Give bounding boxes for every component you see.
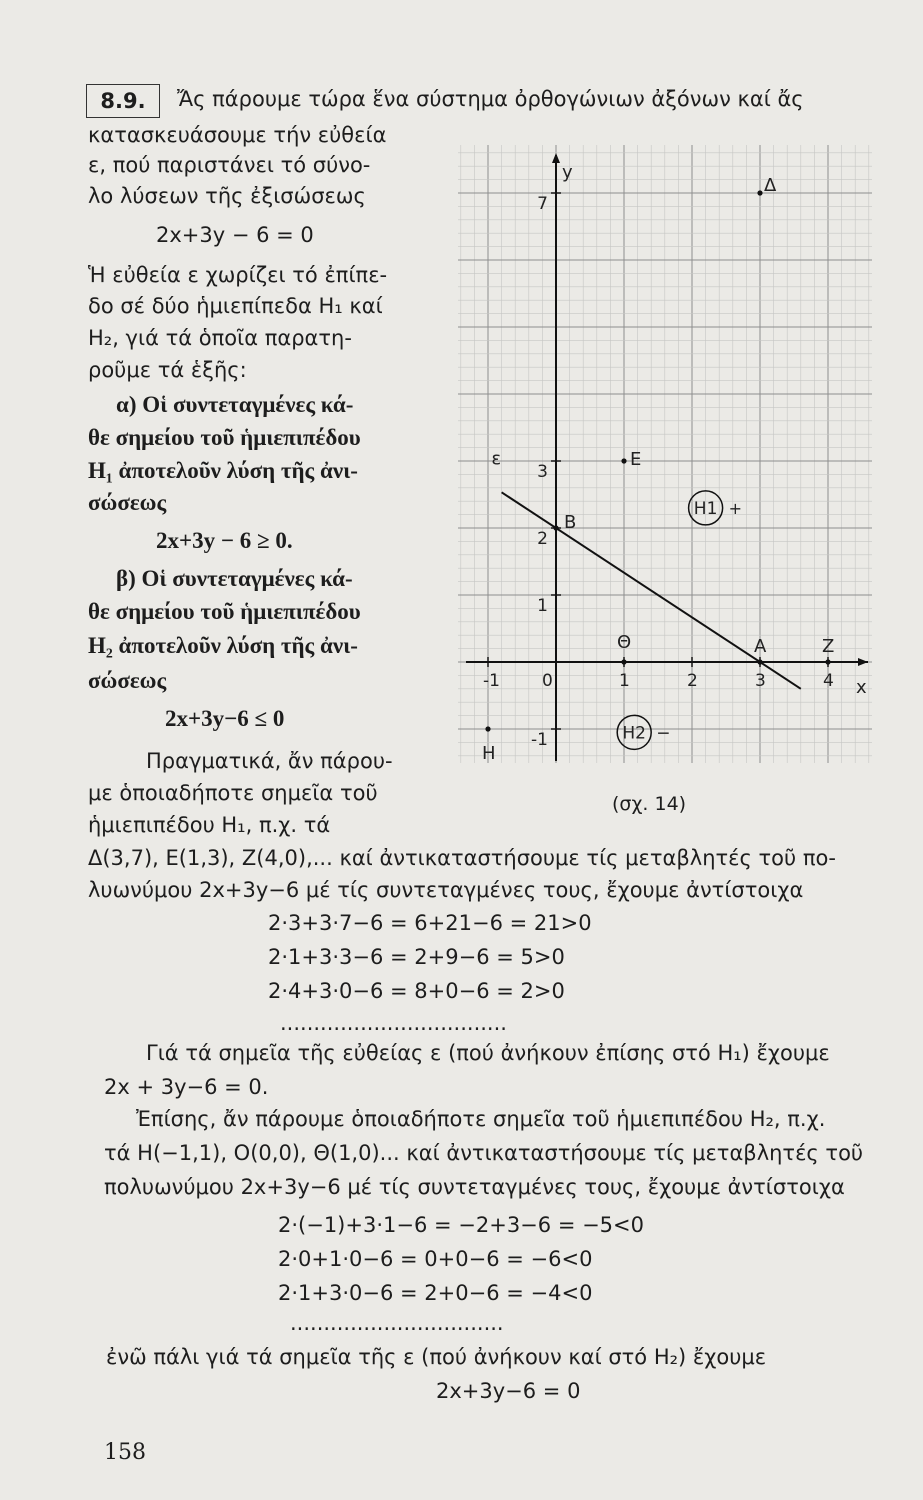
calc-h1-1: 2·3+3·7−6 = 6+21−6 = 21>0 (268, 911, 592, 935)
indeed-line-1: Πραγματικά, ἄν πάρου- (146, 749, 393, 773)
y-tick-label: -1 (531, 730, 548, 750)
point-b-line-3: H₂ ἀποτελοῦν λύση τῆς ἀνι- (88, 633, 358, 658)
split-line-2: δο σέ δύο ἡμιεπίπεδα H₁ καί (88, 294, 383, 318)
split-line-3: H₂, γιά τά ὁποῖα παρατη- (88, 326, 352, 350)
point-a-line-1: α) Οἱ συντεταγμένες κά- (116, 392, 354, 417)
dots-1: .................................. (280, 1011, 507, 1035)
final-equation: 2x+3y−6 = 0 (436, 1379, 581, 1403)
main-equation: 2x+3y − 6 = 0 (156, 223, 314, 247)
point-A (757, 659, 762, 664)
point-label-A: A (754, 636, 767, 657)
y-tick-label: 2 (537, 529, 548, 549)
inequality-b: 2x+3y−6 ≤ 0 (165, 706, 285, 731)
indeed-line-4: Δ(3,7), E(1,3), Z(4,0),... καί ἀντικαταστήσουμε τίς μεταβλητές τοῦ πο- (88, 846, 836, 870)
x-tick-label: 2 (687, 671, 698, 691)
calc-h1-3: 2·4+3·0−6 = 8+0−6 = 2>0 (268, 979, 565, 1003)
point-Δ (757, 190, 762, 195)
graph-grid (458, 145, 872, 763)
y-tick-label: 1 (537, 596, 548, 616)
figure-caption: (σχ. 14) (612, 793, 687, 815)
intro-line-4: λο λύσεων τῆς ἐξισώσεως (88, 184, 366, 208)
x-tick-label: 0 (542, 671, 553, 691)
point-label-E: E (630, 449, 642, 470)
final-line-1: ἐνῶ πάλι γιά τά σημεῖα τῆς ε (πού ἀνήκουν καί στό H₂) ἔχουμε (106, 1345, 767, 1369)
line-points-1: Γιά τά σημεῖα τῆς εὐθείας ε (πού ἀνήκουν ἐπίσης στό H₁) ἔχουμε (146, 1041, 830, 1065)
point-label-Δ: Δ (764, 175, 777, 196)
also-line-3: πολυωνύμου 2x+3y−6 μέ τίς συντεταγμένες τους, ἔχουμε ἀντίστοιχα (104, 1175, 845, 1199)
page-number: 158 (104, 1440, 146, 1465)
point-label-B: B (564, 512, 577, 533)
point-b-line-1: β) Οἱ συντεταγμένες κά- (116, 566, 353, 591)
x-tick-label: -1 (483, 671, 500, 691)
split-line-4: ροῦμε τά ἑξῆς: (88, 358, 247, 382)
graph-axes (466, 153, 868, 761)
calc-h2-3: 2·1+3·0−6 = 2+0−6 = −4<0 (278, 1281, 593, 1305)
calc-h2-1: 2·(−1)+3·1−6 = −2+3−6 = −5<0 (278, 1213, 645, 1237)
calc-h2-2: 2·0+1·0−6 = 0+0−6 = −6<0 (278, 1247, 593, 1271)
region-h2-sign: − (656, 723, 671, 744)
point-b-line-4: σώσεως (88, 668, 167, 693)
intro-line-2: κατασκευάσουμε τήν εὐθεία (88, 123, 387, 147)
line-epsilon-label: ε (491, 448, 502, 470)
y-tick-label: 3 (537, 462, 548, 482)
y-tick-label: 7 (537, 194, 548, 214)
point-a-line-4: σώσεως (88, 490, 167, 515)
x-tick-label: 1 (619, 671, 630, 691)
intro-line-1: Ἄς πάρουμε τώρα ἕνα σύστημα ὀρθογώνιων ἀξόνων καί ἄς (177, 87, 804, 111)
calc-h1-2: 2·1+3·3−6 = 2+9−6 = 5>0 (268, 945, 565, 969)
section-number: 8.9. (86, 84, 160, 118)
y-axis-label: y (562, 162, 573, 183)
point-a-line-3: H₁ ἀποτελοῦν λύση τῆς ἀνι- (88, 458, 358, 483)
split-line-1: Ἡ εὐθεία ε χωρίζει τό ἐπίπε- (88, 263, 388, 287)
line-points-2: 2x + 3y−6 = 0. (104, 1075, 269, 1099)
point-a-line-2: θε σημείου τοῦ ἡμιεπιπέδου (88, 425, 361, 450)
also-line-2: τά H(−1,1), O(0,0), Θ(1,0)... καί ἀντικαταστήσουμε τίς μεταβλητές τοῦ (104, 1141, 864, 1165)
x-axis-arrow (858, 658, 868, 666)
point-label-Z: Z (822, 636, 835, 657)
point-Θ (621, 659, 626, 664)
point-H (485, 726, 490, 731)
point-E (621, 458, 626, 463)
point-Z (825, 659, 830, 664)
region-h1-label: H1 (693, 498, 718, 519)
point-b-line-2: θε σημείου τοῦ ἡμιεπιπέδου (88, 599, 361, 624)
dots-2: ................................ (290, 1311, 504, 1335)
coordinate-figure (440, 145, 880, 779)
x-tick-label: 4 (823, 671, 834, 691)
indeed-line-2: με ὁποιαδήποτε σημεῖα τοῦ (88, 781, 378, 805)
region-h2-label: H2 (622, 723, 647, 744)
x-axis-label: x (856, 677, 867, 698)
x-tick-label: 3 (755, 671, 766, 691)
inequality-a: 2x+3y − 6 ≥ 0. (156, 528, 293, 553)
intro-line-3: ε, πού παριστάνει τό σύνο- (88, 153, 371, 177)
also-line-1: Ἐπίσης, ἄν πάρουμε ὁποιαδήποτε σημεῖα τοῦ ἡμιεπιπέδου H₂, π.χ. (136, 1107, 826, 1131)
indeed-line-3: ἡμιεπιπέδου H₁, π.χ. τά (88, 813, 331, 837)
region-h1-sign: + (728, 498, 743, 518)
point-label-H: H (482, 743, 496, 764)
y-axis-arrow (552, 153, 560, 163)
point-B (553, 525, 558, 530)
point-label-Θ: Θ (617, 632, 632, 653)
indeed-line-5: λυωνύμου 2x+3y−6 μέ τίς συντεταγμένες τους, ἔχουμε ἀντίστοιχα (88, 878, 804, 902)
graph-svg (440, 145, 880, 775)
